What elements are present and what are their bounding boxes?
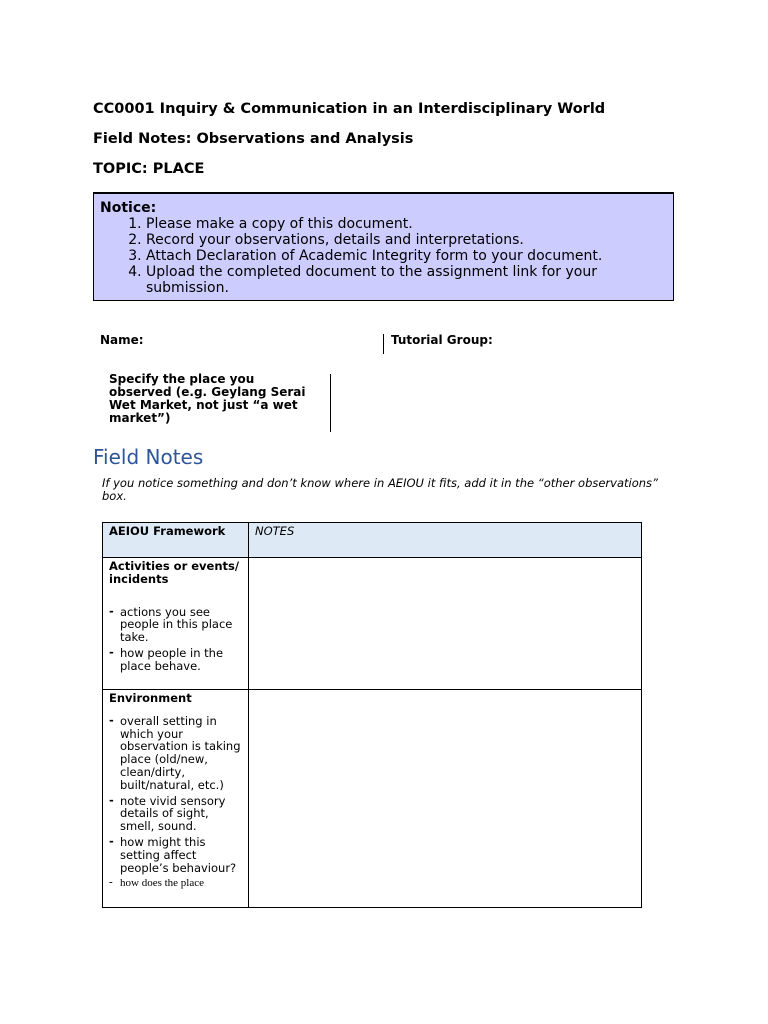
environment-cell xyxy=(103,690,249,908)
notice-item: 1. Please make a copy of this document. xyxy=(146,216,667,232)
notice-item: 3. Attach Declaration of Academic Integrity form to your document. xyxy=(146,248,667,264)
list-item: - how people in the place behave. xyxy=(109,647,242,673)
activities-notes-cell[interactable] xyxy=(249,558,642,690)
document-title: Field Notes: Observations and Analysis xyxy=(93,131,414,147)
field-notes-heading: Field Notes xyxy=(93,445,204,469)
list-item: - how might this setting affect people’s behaviour? xyxy=(109,836,242,874)
category-label: Activities or events/ incidents xyxy=(109,559,240,586)
form-divider xyxy=(383,334,384,354)
notice-title: Notice: xyxy=(100,200,157,216)
framework-column-header: AEIOU Framework xyxy=(103,523,249,558)
place-divider xyxy=(330,374,331,432)
category-label: Environment xyxy=(109,691,192,705)
list-item: - how does the place xyxy=(109,877,242,890)
place-label: Specify the place you observed (e.g. Geylang Serai Wet Market, not just “a wet market”) xyxy=(109,372,306,425)
notice-box xyxy=(93,192,674,301)
course-title: CC0001 Inquiry & Communication in an Interdisciplinary World xyxy=(93,101,606,117)
list-item: - overall setting in which your observation is taking place (old/new, clean/dirty, built/natural, etc.) xyxy=(109,715,242,792)
notice-item: 2. Record your observations, details and interpretations. xyxy=(146,232,667,248)
list-item: - actions you see people in this place take. xyxy=(109,606,242,644)
activities-cell xyxy=(103,558,249,690)
table-row xyxy=(103,558,642,690)
field-notes-intro: If you notice something and don’t know where in AEIOU it fits, add it in the “other observations” box. xyxy=(102,476,658,503)
aeiou-table xyxy=(102,522,642,908)
table-row xyxy=(103,690,642,908)
table-header-row xyxy=(103,523,642,558)
notes-column-header: NOTES xyxy=(249,523,642,558)
name-label: Name: xyxy=(100,333,144,347)
notice-list xyxy=(100,216,667,296)
list-item: - note vivid sensory details of sight, smell, sound. xyxy=(109,795,242,833)
tutorial-group-label: Tutorial Group: xyxy=(391,333,493,347)
environment-notes-cell[interactable] xyxy=(249,690,642,908)
topic-heading: TOPIC: PLACE xyxy=(93,161,205,177)
notice-item: 4. Upload the completed document to the assignment link for your submission. xyxy=(146,264,667,296)
